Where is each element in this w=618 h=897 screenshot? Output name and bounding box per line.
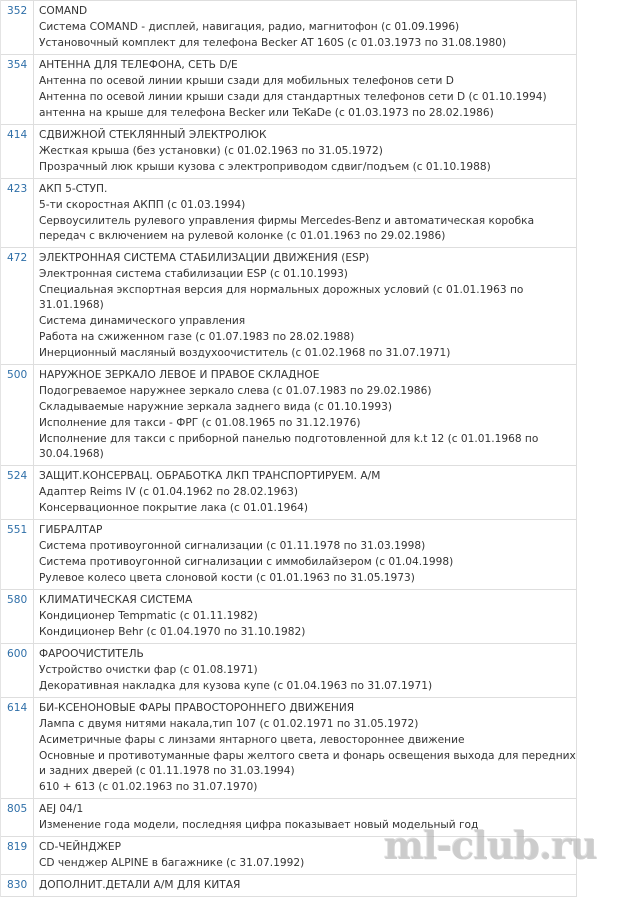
option-description: Антенна по осевой линии крыши сзади для мобильных телефонов сети D bbox=[39, 75, 454, 87]
option-description: Основные и противотуманные фары желтого света и фонарь освещения выхода для передних и задних дверей (с 01.11.1978 по 31.03.1994) bbox=[39, 750, 576, 777]
option-description: Асиметричные фары с линзами янтарного цвета, левостороннее движение bbox=[39, 734, 465, 746]
option-code-link[interactable]: 830 bbox=[1, 875, 34, 896]
table-row bbox=[1, 466, 577, 520]
table-row bbox=[1, 520, 577, 590]
option-code-link[interactable]: 600 bbox=[1, 644, 34, 697]
option-code-link[interactable]: 819 bbox=[1, 837, 34, 874]
option-description: Специальная экспортная версия для нормальных дорожных условий (с 01.01.1963 по 31.01.1968) bbox=[39, 284, 524, 311]
option-group-title: ЗАЩИТ.КОНСЕРВАЦ. ОБРАБОТКА ЛКП ТРАНСПОРТИРУЕМ. А/М bbox=[39, 470, 381, 482]
option-details bbox=[34, 698, 577, 798]
option-description: Прозрачный люк крыши кузова с электроприводом сдвиг/подъем (с 01.10.1988) bbox=[39, 161, 491, 173]
option-details bbox=[34, 875, 577, 896]
option-group-title: БИ-КСЕНОНОВЫЕ ФАРЫ ПРАВОСТОРОННЕГО ДВИЖЕНИЯ bbox=[39, 702, 355, 714]
option-details bbox=[34, 837, 577, 874]
option-description: 610 + 613 (с 01.02.1963 по 31.07.1970) bbox=[39, 781, 258, 793]
option-group-title: ГИБРАЛТАР bbox=[39, 524, 103, 536]
table-row bbox=[1, 0, 577, 55]
table-row bbox=[1, 799, 577, 837]
table-row bbox=[1, 590, 577, 644]
option-code-link[interactable]: 805 bbox=[1, 799, 34, 836]
table-row bbox=[1, 698, 577, 799]
option-description: Система динамического управления bbox=[39, 315, 246, 327]
table-row bbox=[1, 837, 577, 875]
option-description: Антенна по осевой линии крыши сзади для стандартных телефонов сети D (с 01.10.1994) bbox=[39, 91, 547, 103]
option-description: Электронная система стабилизации ESP (с 01.10.1993) bbox=[39, 268, 348, 280]
option-description: Изменение года модели, последняя цифра показывает новый модельный год bbox=[39, 819, 479, 831]
option-description: Кондиционер Tempmatic (с 01.11.1982) bbox=[39, 610, 258, 622]
option-code-link[interactable]: 500 bbox=[1, 365, 34, 465]
option-description: Система COMAND - дисплей, навигация, радио, магнитофон (с 01.09.1996) bbox=[39, 21, 460, 33]
option-description: Складываемые наружние зеркала заднего вида (с 01.10.1993) bbox=[39, 401, 393, 413]
option-description: Лампа с двумя нитями накала,тип 107 (с 01.02.1971 по 31.05.1972) bbox=[39, 718, 419, 730]
option-description: антенна на крыше для телефона Becker или TeKaDe (с 01.03.1973 по 28.02.1986) bbox=[39, 107, 494, 119]
option-group-title: ФАРООЧИСТИТЕЛЬ bbox=[39, 648, 144, 660]
option-details bbox=[34, 520, 577, 589]
option-group-title: AEJ 04/1 bbox=[39, 803, 84, 815]
option-description: Работа на сжиженном газе (с 01.07.1983 по 28.02.1988) bbox=[39, 331, 355, 343]
option-description: Система противоугонной сигнализации (с 01.11.1978 по 31.03.1998) bbox=[39, 540, 426, 552]
option-group-title: СДВИЖНОЙ СТЕКЛЯННЫЙ ЭЛЕКТРОЛЮК bbox=[39, 129, 267, 141]
table-row bbox=[1, 179, 577, 248]
option-details bbox=[34, 248, 577, 364]
option-code-link[interactable]: 352 bbox=[1, 1, 34, 54]
option-details bbox=[34, 644, 577, 697]
option-details bbox=[34, 1, 577, 54]
option-group-title: АКП 5-СТУП. bbox=[39, 183, 108, 195]
option-details bbox=[34, 466, 577, 519]
table-row bbox=[1, 644, 577, 698]
option-group-title: COMAND bbox=[39, 5, 88, 17]
option-details bbox=[34, 55, 577, 124]
option-group-title: ЭЛЕКТРОННАЯ СИСТЕМА СТАБИЛИЗАЦИИ ДВИЖЕНИЯ (ESP) bbox=[39, 252, 370, 264]
option-code-link[interactable]: 472 bbox=[1, 248, 34, 364]
option-description: Декоративная накладка для кузова купе (с 01.04.1963 по 31.07.1971) bbox=[39, 680, 433, 692]
option-code-link[interactable]: 551 bbox=[1, 520, 34, 589]
option-description: Система противоугонной сигнализации с иммобилайзером (с 01.04.1998) bbox=[39, 556, 454, 568]
option-details bbox=[34, 365, 577, 465]
option-code-link[interactable]: 414 bbox=[1, 125, 34, 178]
option-description: Установочный комплект для телефона Becker AT 160S (с 01.03.1973 по 31.08.1980) bbox=[39, 37, 507, 49]
option-description: Инерционный масляный воздухоочиститель (с 01.02.1968 по 31.07.1971) bbox=[39, 347, 451, 359]
option-details bbox=[34, 799, 577, 836]
option-details bbox=[34, 590, 577, 643]
option-description: Подогреваемое наружнее зеркало слева (с 01.07.1983 по 29.02.1986) bbox=[39, 385, 432, 397]
option-code-link[interactable]: 614 bbox=[1, 698, 34, 798]
option-description: Жесткая крыша (без установки) (с 01.02.1963 по 31.05.1972) bbox=[39, 145, 383, 157]
option-description: Адаптер Reims IV (с 01.04.1962 по 28.02.1963) bbox=[39, 486, 298, 498]
option-group-title: CD-ЧЕЙНДЖЕР bbox=[39, 841, 121, 853]
option-description: CD ченджер ALPINE в багажнике (с 31.07.1992) bbox=[39, 857, 305, 869]
option-code-link[interactable]: 524 bbox=[1, 466, 34, 519]
option-group-title: НАРУЖНОЕ ЗЕРКАЛО ЛЕВОЕ И ПРАВОЕ СКЛАДНОЕ bbox=[39, 369, 320, 381]
option-group-title: АНТЕННА ДЛЯ ТЕЛЕФОНА, СЕТЬ D/E bbox=[39, 59, 238, 71]
option-description: Кондиционер Behr (с 01.04.1970 по 31.10.1982) bbox=[39, 626, 306, 638]
option-description: Консервационное покрытие лака (с 01.01.1964) bbox=[39, 502, 308, 514]
table-row bbox=[1, 248, 577, 365]
option-code-link[interactable]: 423 bbox=[1, 179, 34, 247]
site-watermark: ml-club.ru bbox=[383, 822, 597, 867]
option-description: Сервоусилитель рулевого управления фирмы Mercedes-Benz и автоматическая коробка передач с включением на рулевой колонке (с 01.01.1963 по 29.02.1986) bbox=[39, 215, 535, 242]
table-row bbox=[1, 365, 577, 466]
option-details bbox=[34, 125, 577, 178]
option-group-title: КЛИМАТИЧЕСКАЯ СИСТЕМА bbox=[39, 594, 193, 606]
option-description: Рулевое колесо цвета слоновой кости (с 01.01.1963 по 31.05.1973) bbox=[39, 572, 415, 584]
option-group-title: ДОПОЛНИТ.ДЕТАЛИ А/М ДЛЯ КИТАЯ bbox=[39, 879, 241, 891]
option-code-link[interactable]: 354 bbox=[1, 55, 34, 124]
table-row bbox=[1, 875, 577, 897]
option-description: Исполнение для такси с приборной панелью подготовленной для k.t 12 (с 01.01.1968 по 30.04.1968) bbox=[39, 433, 539, 460]
option-description: 5-ти скоростная АКПП (с 01.03.1994) bbox=[39, 199, 246, 211]
table-row bbox=[1, 125, 577, 179]
option-details bbox=[34, 179, 577, 247]
option-description: Устройство очистки фар (с 01.08.1971) bbox=[39, 664, 258, 676]
page-margin bbox=[578, 0, 618, 876]
option-description: Исполнение для такси - ФРГ (с 01.08.1965 по 31.12.1976) bbox=[39, 417, 361, 429]
option-code-link[interactable]: 580 bbox=[1, 590, 34, 643]
table-row bbox=[1, 55, 577, 125]
